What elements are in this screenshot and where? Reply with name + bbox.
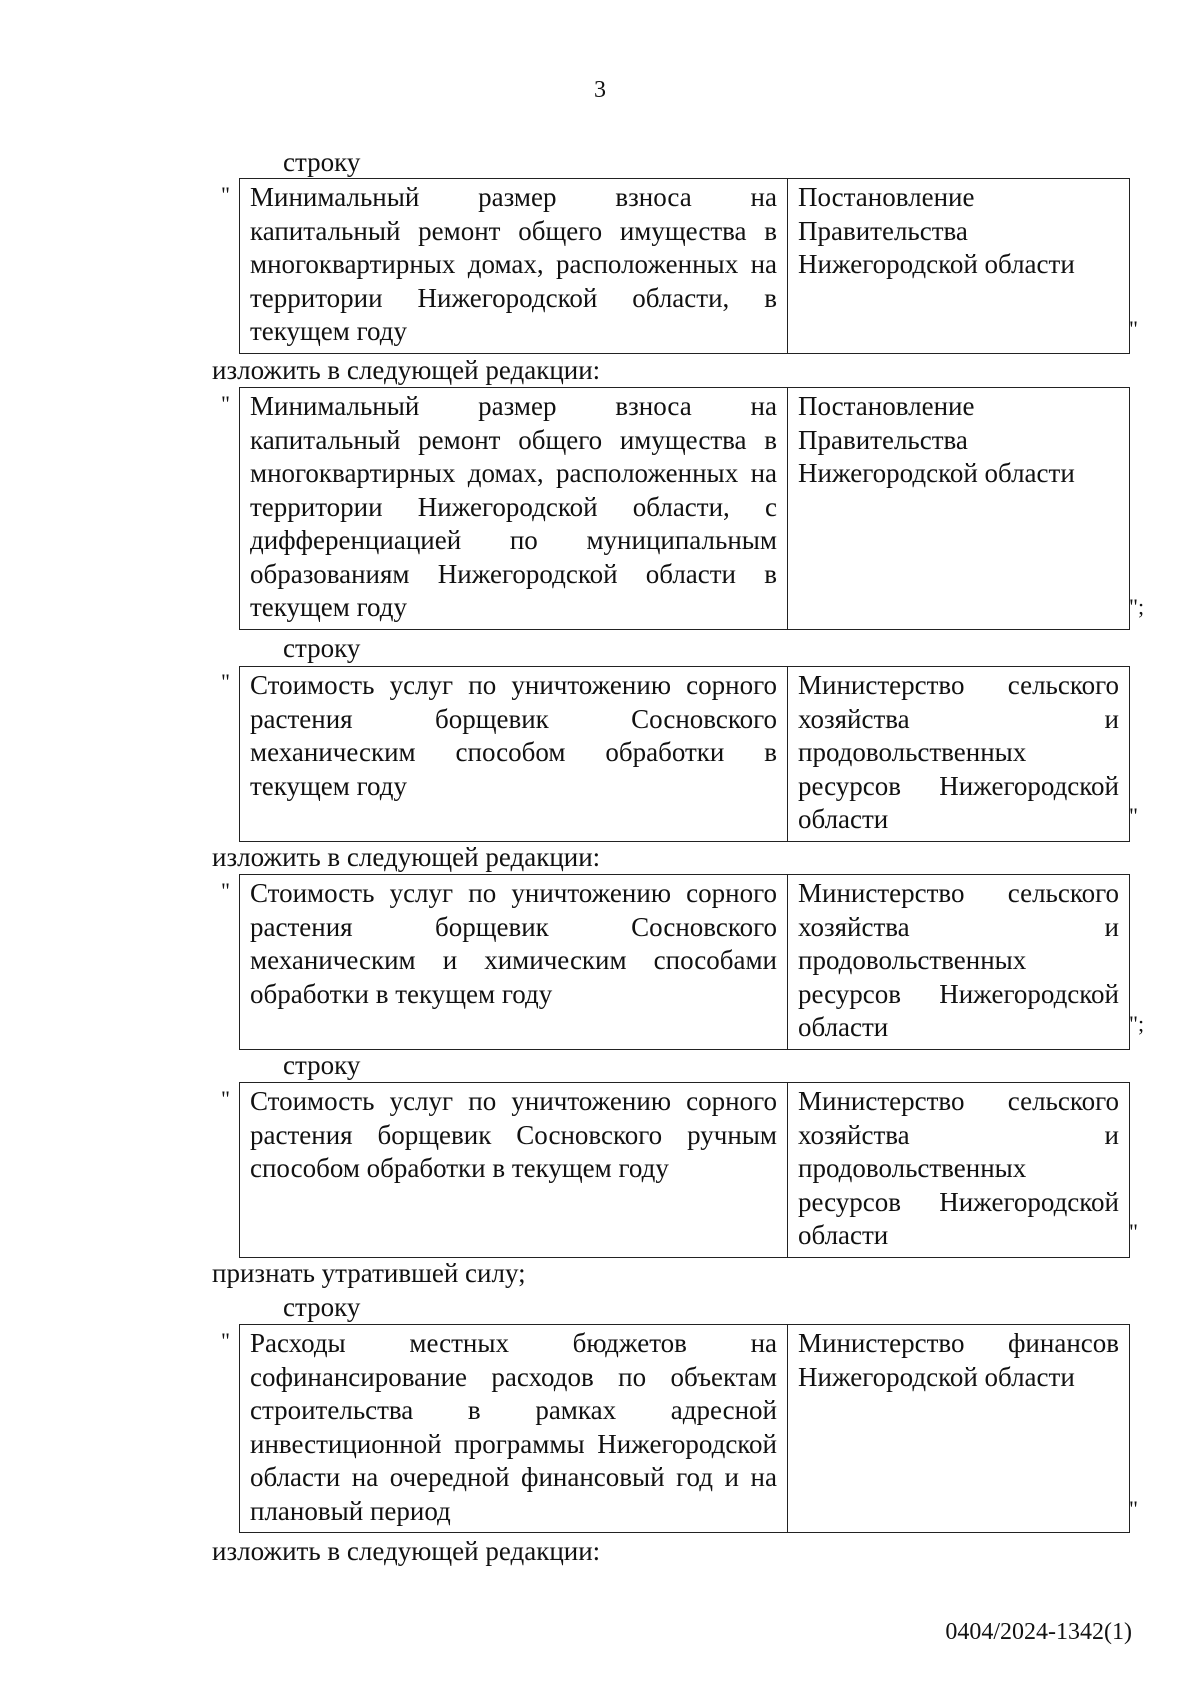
responsible-authority-cell: Министерство финансов Нижегородской области [788, 1325, 1130, 1533]
amendment-table-2 [239, 387, 1130, 630]
quote-open-mark: " [221, 1328, 230, 1353]
indicator-name-cell: Минимальный размер взноса на капитальный ремонт общего имущества в многоквартирных домах, расположенных на территории Нижегородской области, с дифференциацией по муниципальным образованиям Нижегородской области в текущем году [240, 388, 788, 630]
indicator-name-cell: Минимальный размер взноса на капитальный ремонт общего имущества в многоквартирных домах, расположенных на территории Нижегородской области, в текущем году [240, 179, 788, 354]
quote-open-mark: " [221, 1086, 230, 1111]
table-row [240, 179, 1130, 354]
quote-open-mark: " [221, 878, 230, 903]
responsible-authority-cell: Министерство сельского хозяйства и продовольственных ресурсов Нижегородской области [788, 1083, 1130, 1258]
table-row [240, 388, 1130, 630]
responsible-authority-cell: Министерство сельского хозяйства и продовольственных ресурсов Нижегородской области [788, 667, 1130, 842]
indicator-name-cell: Расходы местных бюджетов на софинансирование расходов по объектам строительства в рамках адресной инвестиционной программы Нижегородской области на очередной финансовый год и на плановый период [240, 1325, 788, 1533]
new-edition-caption: изложить в следующей редакции: [212, 842, 601, 872]
responsible-authority-cell: Постановление Правительства Нижегородской области [788, 179, 1130, 354]
quote-close-mark: " [1129, 803, 1138, 828]
table-row [240, 1083, 1130, 1258]
table-row [240, 1325, 1130, 1533]
responsible-authority-cell: Постановление Правительства Нижегородской области [788, 388, 1130, 630]
quote-open-mark: " [221, 182, 230, 207]
page-number: 3 [594, 77, 606, 103]
indicator-name-cell: Стоимость услуг по уничтожению сорного растения борщевик Сосновского механическим способом обработки в текущем году [240, 667, 788, 842]
amendment-table-5 [239, 1082, 1130, 1258]
responsible-authority-cell: Министерство сельского хозяйства и продовольственных ресурсов Нижегородской области [788, 875, 1130, 1050]
amendment-table-6 [239, 1324, 1130, 1533]
table-row [240, 875, 1130, 1050]
document-registration-code: 0404/2024-1342(1) [945, 1619, 1132, 1645]
quote-close-mark: " [1129, 316, 1138, 341]
quote-close-semicolon-mark: "; [1129, 1011, 1145, 1036]
quote-close-mark: " [1129, 1496, 1138, 1521]
indicator-name-cell: Стоимость услуг по уничтожению сорного растения борщевик Сосновского ручным способом обработки в текущем году [240, 1083, 788, 1258]
row-caption: строку [283, 633, 361, 663]
quote-open-mark: " [221, 669, 230, 694]
row-caption: строку [283, 147, 361, 177]
table-row [240, 667, 1130, 842]
amendment-table-3 [239, 666, 1130, 842]
row-caption: строку [283, 1292, 361, 1322]
repeal-caption: признать утратившей силу; [212, 1258, 526, 1288]
amendment-table-1 [239, 178, 1130, 354]
new-edition-caption: изложить в следующей редакции: [212, 355, 601, 385]
new-edition-caption: изложить в следующей редакции: [212, 1536, 601, 1566]
indicator-name-cell: Стоимость услуг по уничтожению сорного растения борщевик Сосновского механическим и химическим способами обработки в текущем году [240, 875, 788, 1050]
row-caption: строку [283, 1050, 361, 1080]
amendment-table-4 [239, 874, 1130, 1050]
quote-open-mark: " [221, 391, 230, 416]
quote-close-semicolon-mark: "; [1129, 594, 1145, 619]
quote-close-mark: " [1129, 1219, 1138, 1244]
